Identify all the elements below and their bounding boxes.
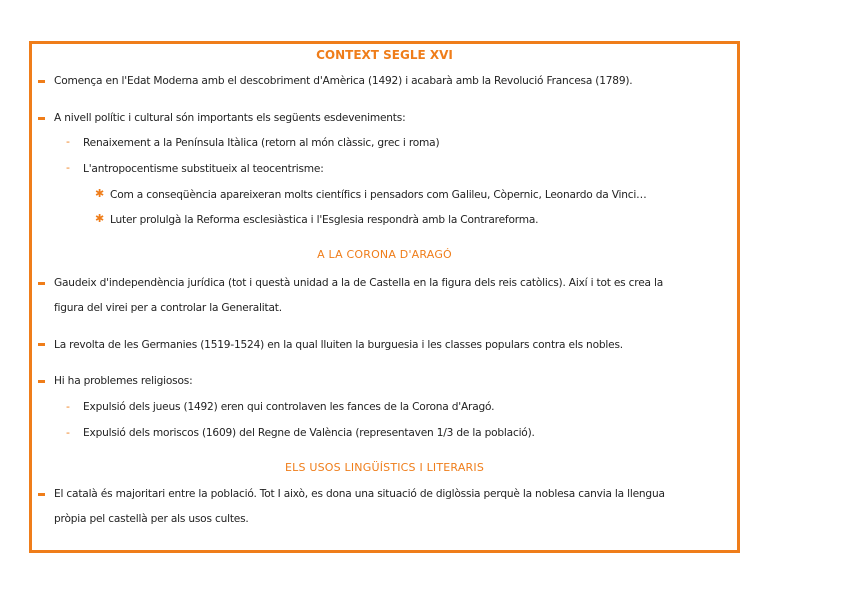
politics-sub-renaixement: Renaixement a la Península Itàlica (retorn al món clàssic, grec i roma): [83, 137, 440, 149]
sub-dash-icon: -: [66, 400, 70, 413]
usos-line1: El català és majoritari entre la població. Tot I això, es dona una situació de diglòssia perquè la noblesa canvia la llengua: [54, 488, 665, 500]
sub-dash-icon: -: [66, 161, 70, 174]
arago-moriscos: Expulsió dels moriscos (1609) del Regne de València (representaven 1/3 de la població).: [83, 427, 535, 439]
politics-sub-antropocentisme: L'antropocentisme substitueix al teocentrisme:: [83, 163, 324, 175]
page-title: CONTEXT SEGLE XVI: [316, 48, 453, 62]
bullet-dash-icon: [38, 117, 45, 120]
bullet-dash-icon: [38, 282, 45, 285]
politics-star-reforma: Luter prolulgà la Reforma esclesiàstica i l'Esglesia respondrà amb la Contrareforma.: [110, 214, 539, 226]
bullet-dash-icon: [38, 380, 45, 383]
asterisk-bullet-icon: ✱: [95, 187, 105, 200]
arago-p1-line1: Gaudeix d'independència jurídica (tot i questà unidad a la de Castella en la figura dels reis catòlics). Així i tot es crea la: [54, 277, 664, 289]
politics-text: A nivell polític i cultural són importants els següents esdeveniments:: [54, 112, 406, 124]
arago-religiosos: Hi ha problemes religiosos:: [54, 375, 193, 387]
bullet-dash-icon: [38, 80, 45, 83]
politics-star-cientifics: Com a conseqüència apareixeran molts científics i pensadors com Galileu, Còpernic, Leonardo da Vinci…: [110, 189, 647, 201]
bullet-dash-icon: [38, 493, 45, 496]
asterisk-bullet-icon: ✱: [95, 212, 105, 225]
section-heading-usos: ELS USOS LINGÜÍSTICS I LITERARIS: [284, 461, 485, 474]
sub-dash-icon: -: [66, 135, 70, 148]
usos-line2: pròpia pel castellà per als usos cultes.: [54, 513, 249, 525]
bullet-dash-icon: [38, 343, 45, 346]
arago-germanies: La revolta de les Germanies (1519-1524) en la qual lluiten la burguesia i les classes populars contra els nobles.: [54, 339, 623, 351]
arago-jueus: Expulsió dels jueus (1492) eren qui controlaven les fances de la Corona d'Aragó.: [83, 401, 495, 413]
arago-p1-line2: figura del virei per a controlar la Generalitat.: [54, 302, 282, 314]
sub-dash-icon: -: [66, 426, 70, 439]
intro-text: Comença en l'Edat Moderna amb el descobriment d'Amèrica (1492) i acabarà amb la Revolució Francesa (1789).: [54, 75, 633, 87]
section-heading-arago: A LA CORONA D'ARAGÓ: [317, 248, 452, 261]
